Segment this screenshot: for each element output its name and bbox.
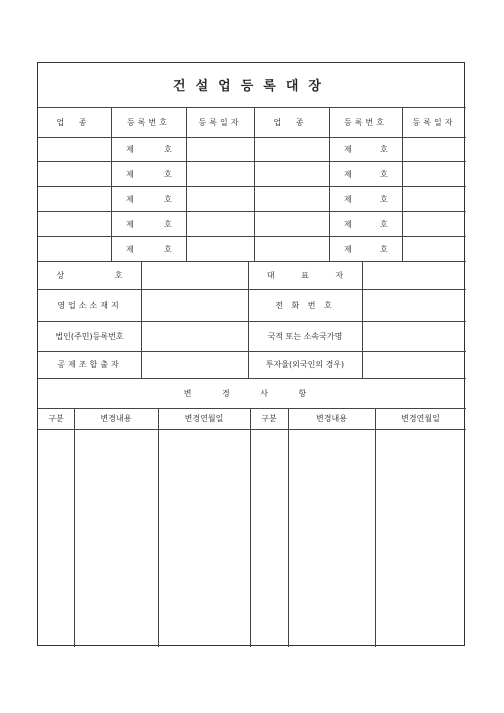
changes-col-divider: [250, 408, 251, 647]
reg-number-suffix: 호: [380, 195, 388, 204]
form-title: 건설업등록대장: [173, 79, 331, 94]
header-date-right: 등록일자: [412, 117, 456, 127]
reg-number-suffix: 호: [164, 220, 172, 229]
changes-col-divider: [375, 408, 376, 647]
reg-number-prefix: 제: [126, 195, 134, 204]
registration-ledger-form: [37, 62, 465, 646]
reg-number-prefix: 제: [126, 220, 134, 229]
changes-header-division-left: 구분: [48, 414, 64, 423]
changes-col-divider: [288, 408, 289, 647]
label-investment-ratio: 투자율(외국인의 경우): [265, 360, 345, 369]
reg-number-prefix: 제: [344, 195, 352, 204]
reg-number-prefix: 제: [126, 145, 134, 154]
info-col-divider: [362, 261, 363, 378]
changes-header-date-right: 변경연월일: [401, 414, 440, 423]
changes-header-divider: [38, 429, 466, 430]
label-corp-reg-number: 법인(주민)등록번호: [55, 331, 124, 341]
header-type-left: 업 종: [56, 117, 93, 127]
header-number-right: 등록번호: [344, 117, 387, 127]
reg-number-suffix: 호: [380, 170, 388, 179]
reg-number-suffix: 호: [164, 145, 172, 154]
changes-col-divider: [74, 408, 75, 647]
reg-number-prefix: 제: [344, 145, 352, 154]
changes-heading: 변 경 사 항: [183, 388, 321, 398]
reg-number-prefix: 제: [344, 245, 352, 254]
reg-number-suffix: 호: [380, 145, 388, 154]
reg-number-prefix: 제: [126, 170, 134, 179]
label-mutual-aid: 공제조합출자: [57, 360, 122, 369]
reg-number-suffix: 호: [164, 170, 172, 179]
header-date-left: 등록일자: [198, 117, 242, 127]
reg-number-suffix: 호: [380, 220, 388, 229]
header-number-left: 등록번호: [127, 117, 170, 127]
changes-header-division-right: 구분: [261, 414, 277, 423]
header-type-right: 업 종: [273, 117, 310, 127]
reg-number-suffix: 호: [164, 195, 172, 204]
changes-header-date-left: 변경연월일: [184, 414, 224, 423]
reg-number-prefix: 제: [344, 220, 352, 229]
changes-col-divider: [158, 408, 159, 647]
label-trade-name: 상 호: [56, 270, 147, 280]
reg-number-suffix: 호: [380, 245, 388, 254]
reg-number-suffix: 호: [164, 245, 172, 254]
label-nationality: 국적 또는 소속국가명: [267, 331, 343, 341]
label-representative: 대 표 자: [266, 270, 356, 280]
label-phone-number: 전 화 번 호: [275, 300, 335, 310]
label-office-location: 영업소소재지: [57, 300, 122, 310]
reg-number-prefix: 제: [344, 170, 352, 179]
changes-header-content-right: 변경내용: [316, 414, 347, 423]
reg-number-prefix: 제: [126, 245, 134, 254]
changes-header-content-left: 변경내용: [100, 414, 132, 423]
